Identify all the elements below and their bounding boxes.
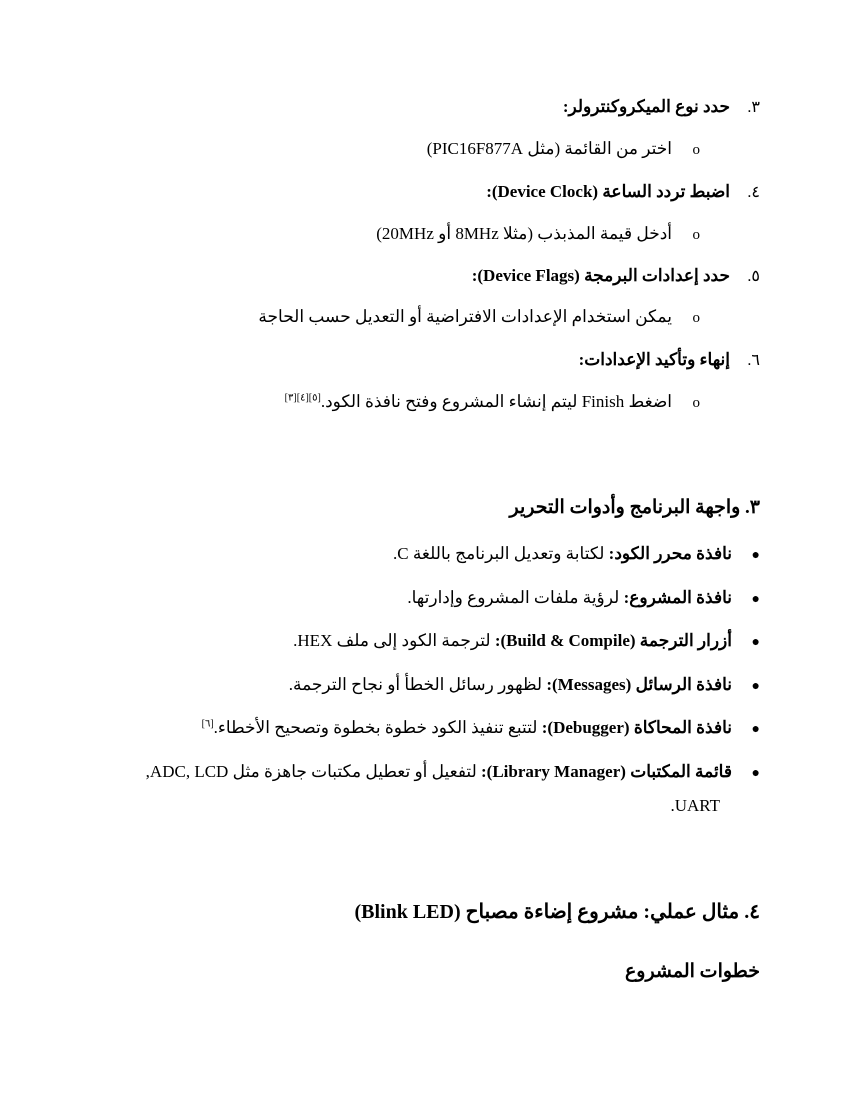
- sub-item-text: أدخل قيمة المذبذب (مثلا 8MHz أو 20MHz): [376, 224, 672, 243]
- bullet-item: [80, 587, 760, 611]
- step-item: [100, 96, 760, 119]
- bullet-item: [80, 761, 760, 785]
- reference-link[interactable]: [٥][٤][٣]: [284, 392, 321, 404]
- bullet-label: نافذة المشروع:: [623, 588, 732, 607]
- step-item: [100, 265, 760, 288]
- step-item: [100, 181, 760, 204]
- reference-link[interactable]: [٦]: [201, 718, 214, 730]
- step-title: اضبط تردد الساعة (Device Clock):: [486, 182, 730, 201]
- bullet-label: أزرار الترجمة (Build & Compile):: [494, 631, 732, 650]
- sub-item-text: يمكن استخدام الإعدادات الافتراضية أو التعديل حسب الحاجة: [258, 307, 672, 326]
- step-number: ٤.: [747, 184, 760, 201]
- bullet-item: [80, 674, 760, 698]
- bullet-text: لكتابة وتعديل البرنامج باللغة C.: [392, 544, 609, 563]
- bullet-item: [80, 543, 760, 567]
- bullet-label: نافذة محرر الكود:: [608, 544, 732, 563]
- circle-bullet-icon: o: [692, 395, 700, 411]
- bullet-text: لتفعيل أو تعطيل مكتبات جاهزة مثل ADC, LCD,: [145, 762, 481, 781]
- bullet-text: لترجمة الكود إلى ملف HEX.: [293, 631, 495, 650]
- circle-bullet-icon: o: [692, 142, 700, 158]
- circle-bullet-icon: o: [692, 310, 700, 326]
- sub-item: [100, 223, 700, 246]
- step-title: حدد نوع الميكروكنترولر:: [562, 97, 730, 116]
- bullet-label: نافذة الرسائل (Messages):: [546, 675, 732, 694]
- circle-bullet-icon: o: [692, 227, 700, 243]
- bullet-item: [80, 717, 760, 741]
- bullet-icon: ●: [751, 722, 760, 737]
- bullet-item: [80, 630, 760, 654]
- step-title: إنهاء وتأكيد الإعدادات:: [578, 350, 730, 369]
- bullet-text: لتتبع تنفيذ الكود خطوة بخطوة وتصحيح الأخطاء.: [213, 718, 542, 737]
- step-item: [100, 349, 760, 372]
- bullet-icon: ●: [751, 635, 760, 650]
- step-number: ٥.: [747, 268, 760, 285]
- sub-item-text: اختر من القائمة (مثل PIC16F877A): [426, 139, 672, 158]
- bullet-continuation: UART.: [670, 796, 720, 815]
- subsection-heading: خطوات المشروع: [624, 961, 760, 982]
- bullet-icon: ●: [751, 592, 760, 607]
- bullet-label: قائمة المكتبات (Library Manager):: [481, 762, 732, 781]
- sub-item-text: اضغط Finish ليتم إنشاء المشروع وفتح نافذة الكود.: [320, 392, 672, 411]
- step-number: ٣.: [747, 99, 760, 116]
- step-number: ٦.: [747, 352, 760, 369]
- bullet-text: لرؤية ملفات المشروع وإدارتها.: [407, 588, 624, 607]
- section-heading: ٣. واجهة البرنامج وأدوات التحرير: [509, 497, 760, 518]
- sub-item: [100, 306, 700, 329]
- sub-item: [100, 391, 700, 414]
- sub-item: [100, 138, 700, 161]
- step-title: حدد إعدادات البرمجة (Device Flags):: [471, 266, 730, 285]
- bullet-label: نافذة المحاكاة (Debugger):: [541, 718, 732, 737]
- section-heading: ٤. مثال عملي: مشروع إضاءة مصباح (Blink LED): [354, 901, 760, 923]
- bullet-icon: ●: [751, 679, 760, 694]
- bullet-text: لظهور رسائل الخطأ أو نجاح الترجمة.: [288, 675, 547, 694]
- bullet-icon: ●: [751, 548, 760, 563]
- bullet-icon: ●: [751, 766, 760, 781]
